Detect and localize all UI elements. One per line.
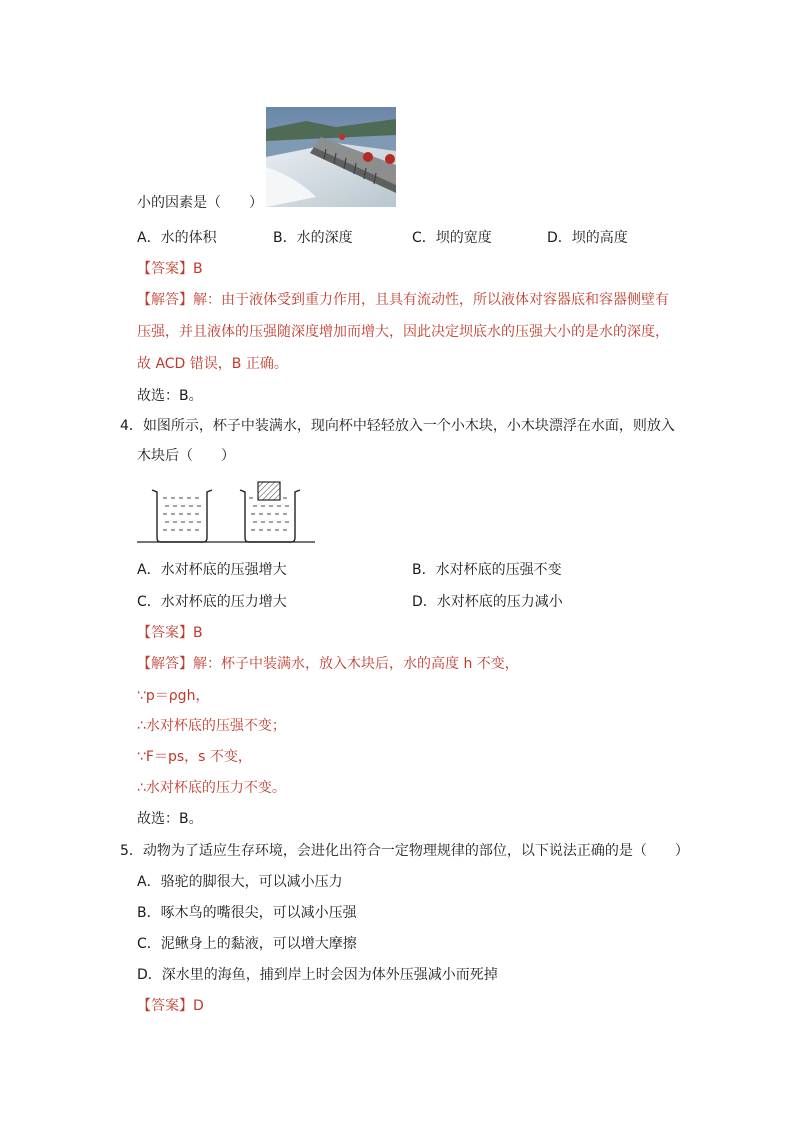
q4-stem-line-1: 4．如图所示，杯子中装满水，现向杯中轻轻放入一个小木块，小木块漂浮在水面，则放入 <box>120 418 675 434</box>
q3-option-d: D．坝的高度 <box>547 230 628 246</box>
q4-step-2: ∴水对杯底的压强不变； <box>137 718 286 734</box>
q3-option-c: C．坝的宽度 <box>412 230 492 246</box>
q4-answer <box>137 623 203 643</box>
q4-step-1: ∵p＝ρgh， <box>137 688 210 704</box>
q4-option-c: C．水对杯底的压力增大 <box>137 594 287 610</box>
q5-option-c: C．泥鳅身上的黏液，可以增大摩擦 <box>137 936 357 952</box>
q4-option-a: A．水对杯底的压强增大 <box>137 562 287 578</box>
dam-photo <box>266 107 396 207</box>
q4-conclusion: 故选：B。 <box>137 811 203 827</box>
answer-label: 【答案】 <box>137 998 193 1014</box>
q4-option-b: B．水对杯底的压强不变 <box>412 562 562 578</box>
cups-diagram <box>137 478 317 548</box>
q3-analysis-line-2: 压强，并且液体的压强随深度增加而增大，因此决定坝底水的压强大小的是水的深度， <box>137 324 669 340</box>
q3-option-b: B．水的深度 <box>273 230 353 246</box>
answer-value: B <box>193 261 203 277</box>
q4-stem-line-2: 木块后（ ） <box>137 448 235 464</box>
q4-step-3: ∵F＝ps，s 不变， <box>137 749 252 765</box>
answer-value: D <box>193 998 204 1014</box>
q3-analysis-line-1: 【解答】解：由于液体受到重力作用，且具有流动性，所以液体对容器底和容器侧壁有 <box>137 292 669 308</box>
q3-stem-tail: 小的因素是（ ） <box>137 195 263 211</box>
q5-option-b: B．啄木鸟的嘴很尖，可以减小压强 <box>137 905 357 921</box>
q3-answer <box>137 259 203 279</box>
q5-answer <box>137 996 204 1016</box>
q5-option-a: A．骆驼的脚很大，可以减小压力 <box>137 874 343 890</box>
q3-conclusion: 故选：B。 <box>137 388 203 404</box>
analysis-label: 【解答】 <box>137 656 193 672</box>
q5-stem: 5．动物为了适应生存环境，会进化出符合一定物理规律的部位，以下说法正确的是（ ） <box>120 843 689 859</box>
q4-analysis-line-1: 【解答】解：杯子中装满水，放入木块后，水的高度 h 不变， <box>137 656 519 672</box>
q3-analysis-line-3: 故 ACD 错误，B 正确。 <box>137 356 288 372</box>
answer-label: 【答案】 <box>137 625 193 641</box>
analysis-label: 【解答】 <box>137 292 193 308</box>
q4-option-d: D．水对杯底的压力减小 <box>412 594 563 610</box>
q4-step-4: ∴水对杯底的压力不变。 <box>137 780 286 796</box>
answer-label: 【答案】 <box>137 261 193 277</box>
q5-option-d: D．深水里的海鱼，捕到岸上时会因为体外压强减小而死掉 <box>137 967 498 983</box>
q3-option-a: A．水的体积 <box>137 230 217 246</box>
answer-value: B <box>193 625 203 641</box>
